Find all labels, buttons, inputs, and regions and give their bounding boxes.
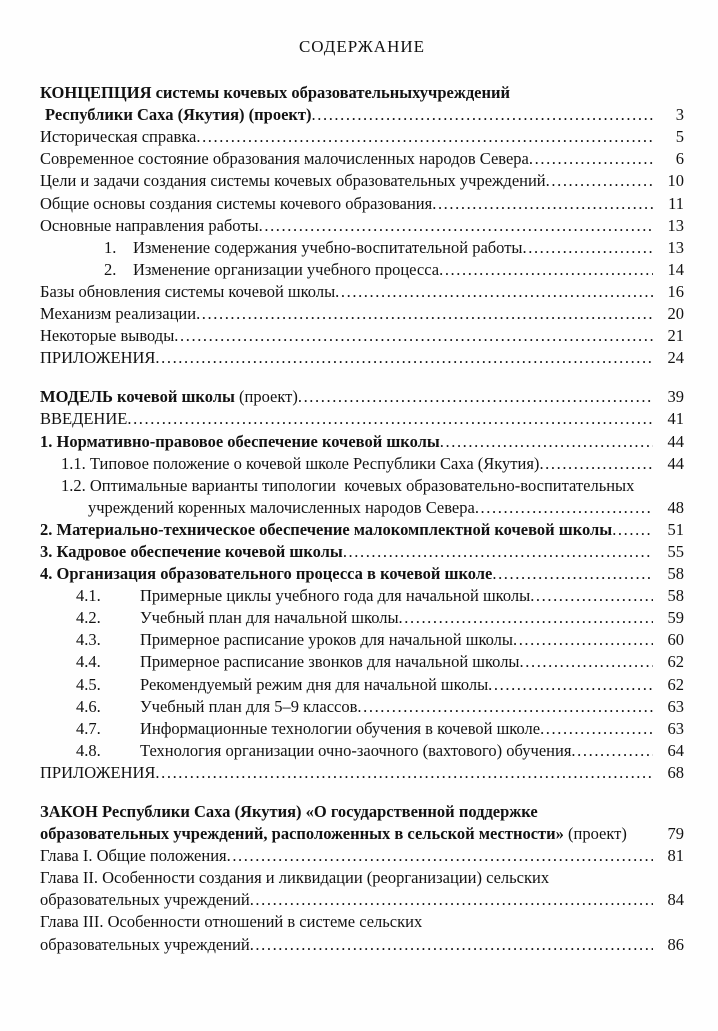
page-number: 81 <box>667 846 684 866</box>
dot-leader <box>298 386 653 408</box>
page-number: 5 <box>675 127 684 147</box>
toc-row <box>40 104 684 126</box>
toc-entry-number: 2. <box>104 259 117 279</box>
toc-row <box>40 801 684 823</box>
toc-entry-label <box>40 303 196 325</box>
toc-entry-text: Учебный план для 5–9 классов <box>140 696 358 716</box>
toc-row <box>40 934 684 956</box>
page-number: 44 <box>667 453 684 473</box>
page-number: 21 <box>667 326 684 346</box>
page-number: 63 <box>667 718 684 738</box>
page-number: 6 <box>675 149 684 169</box>
toc-row <box>40 519 684 541</box>
toc-entry-text: Изменение организации учебного процесса <box>133 259 440 279</box>
toc-entry-text-bold: 1. Нормативно-правовое обеспечение кочевой школы <box>40 431 440 451</box>
toc-entry-text: ВВЕДЕНИЕ <box>40 409 128 429</box>
toc-row <box>40 696 684 718</box>
dot-leader <box>155 347 653 369</box>
toc-entry-text: Изменение содержания учебно-воспитательной работы <box>133 237 523 257</box>
toc-entry-label <box>88 497 475 519</box>
toc-entry-label <box>40 193 432 215</box>
toc-entry-number: 4.1. <box>76 586 101 606</box>
dot-leader <box>488 674 653 696</box>
page-number: 58 <box>667 564 684 584</box>
toc-entry-number: 4.3. <box>76 630 101 650</box>
dot-leader <box>492 563 653 585</box>
table-of-contents <box>40 82 684 956</box>
toc-entry-label <box>76 740 571 762</box>
toc-entry-label <box>76 696 357 718</box>
toc-entry-text: Рекомендуемый режим дня для начальной школы <box>140 674 489 694</box>
toc-section-model <box>40 386 684 784</box>
toc-entry-label <box>76 718 540 740</box>
toc-entry-number: 4.5. <box>76 674 101 694</box>
toc-entry-label <box>40 148 529 170</box>
toc-entry-number: 4.8. <box>76 740 101 760</box>
toc-entry-label <box>40 867 549 889</box>
dot-leader <box>343 541 653 563</box>
toc-entry-label <box>40 281 335 303</box>
toc-entry-label <box>40 519 612 541</box>
page-number: 41 <box>667 409 684 429</box>
toc-entry-text-bold: 2. Материально-техническое обеспечение малокомплектной кочевой школы <box>40 519 613 539</box>
page-number: 63 <box>667 696 684 716</box>
page-number: 24 <box>667 348 684 368</box>
toc-row <box>40 259 684 281</box>
toc-entry-text: 1.1. Типовое положение о кочевой школе Республики Саха (Якутия) <box>61 453 540 473</box>
dot-leader <box>440 431 653 453</box>
page-number: 20 <box>667 304 684 324</box>
toc-row <box>40 431 684 453</box>
toc-entry-label <box>76 629 513 651</box>
dot-leader <box>529 148 653 170</box>
toc-row <box>40 193 684 215</box>
toc-entry-number: 4.7. <box>76 718 101 738</box>
toc-row <box>40 718 684 740</box>
page-number: 14 <box>667 259 684 279</box>
toc-entry-label <box>61 475 634 497</box>
toc-row <box>40 823 684 845</box>
toc-row <box>40 911 684 933</box>
toc-entry-text: Технология организации очно-заочного (вахтового) обучения <box>140 740 572 760</box>
dot-leader <box>546 170 653 192</box>
toc-entry-label <box>40 82 510 104</box>
dot-leader <box>475 497 653 519</box>
page-number: 16 <box>667 281 684 301</box>
toc-entry-label <box>104 237 523 259</box>
toc-entry-text: Глава II. Особенности создания и ликвидации (реорганизации) сельских <box>40 868 550 888</box>
toc-entry-label <box>40 325 174 347</box>
toc-row <box>40 325 684 347</box>
dot-leader <box>174 325 653 347</box>
toc-row <box>40 303 684 325</box>
toc-entry-text: Примерное расписание уроков для начальной школы <box>140 630 513 650</box>
dot-leader <box>259 215 653 237</box>
page-number: 3 <box>675 105 684 125</box>
page-title: СОДЕРЖАНИЕ <box>298 37 426 56</box>
dot-leader <box>312 104 653 126</box>
toc-entry-text-bold: Республики Саха (Якутия) (проект) <box>45 105 312 125</box>
toc-entry-text-bold: КОНЦЕПЦИЯ системы кочевых образовательныхучреждений <box>40 83 511 103</box>
toc-entry-text: Глава I. Общие положения <box>40 846 227 866</box>
dot-leader <box>439 259 653 281</box>
toc-entry-label <box>40 215 259 237</box>
toc-row <box>40 607 684 629</box>
dot-leader <box>540 718 653 740</box>
toc-entry-text: Учебный план для начальной школы <box>140 608 399 628</box>
toc-entry-label <box>40 801 538 823</box>
toc-row <box>40 170 684 192</box>
toc-row <box>40 867 684 889</box>
toc-entry-label <box>40 889 250 911</box>
toc-entry-text-bold: 4. Организация образовательного процесса в кочевой школе <box>40 564 493 584</box>
page-number: 62 <box>667 674 684 694</box>
dot-leader <box>196 126 653 148</box>
page-number: 59 <box>667 608 684 628</box>
toc-entry-label <box>104 259 439 281</box>
dot-leader <box>250 889 653 911</box>
toc-entry-text: Глава III. Особенности отношений в системе сельских <box>40 912 423 932</box>
toc-row <box>40 408 684 430</box>
toc-section-zakon <box>40 801 684 956</box>
toc-entry-text: Базы обновления системы кочевой школы <box>40 281 336 301</box>
toc-entry-text: Некоторые выводы <box>40 326 175 346</box>
dot-leader <box>227 845 653 867</box>
dot-leader <box>155 762 653 784</box>
toc-row <box>40 585 684 607</box>
dot-leader <box>612 519 653 541</box>
page-number: 44 <box>667 431 684 451</box>
toc-row <box>40 629 684 651</box>
toc-entry-label <box>40 347 155 369</box>
toc-row <box>40 148 684 170</box>
dot-leader <box>539 453 653 475</box>
toc-entry-text: Общие основы создания системы кочевого образования <box>40 193 433 213</box>
toc-row <box>40 82 684 104</box>
toc-entry-label <box>40 541 343 563</box>
dot-leader <box>196 303 653 325</box>
toc-row <box>40 126 684 148</box>
toc-entry-number: 4.6. <box>76 696 101 716</box>
dot-leader <box>250 934 653 956</box>
toc-entry-label <box>45 104 312 126</box>
toc-entry-label <box>40 845 227 867</box>
toc-row <box>40 674 684 696</box>
toc-entry-text: Информационные технологии обучения в кочевой школе <box>140 718 541 738</box>
toc-row <box>40 889 684 911</box>
toc-entry-label <box>40 408 127 430</box>
page-number: 86 <box>667 934 684 954</box>
dot-leader <box>513 629 653 651</box>
toc-entry-label <box>76 651 520 673</box>
toc-entry-text: (проект) <box>239 387 298 407</box>
toc-entry-label <box>40 762 155 784</box>
toc-entry-number: 1. <box>104 237 117 257</box>
dot-leader <box>127 408 653 430</box>
dot-leader <box>432 193 653 215</box>
toc-entry-label <box>40 563 492 585</box>
toc-entry-text: 1.2. Оптимальные варианты типологии кочевых образовательно-воспитательных <box>61 475 635 495</box>
page-number: 48 <box>667 497 684 517</box>
page-number: 10 <box>667 171 684 191</box>
toc-entry-text: Историческая справка <box>40 127 197 147</box>
page-number: 62 <box>667 652 684 672</box>
page-number: 51 <box>667 519 684 539</box>
toc-entry-text: образовательных учреждений <box>40 890 250 910</box>
toc-entry-label <box>76 607 399 629</box>
dot-leader <box>523 237 654 259</box>
toc-entry-text-bold: образовательных учреждений, расположенных в сельской местности» <box>40 824 569 844</box>
page-number: 79 <box>667 824 684 844</box>
toc-row <box>40 347 684 369</box>
toc-row <box>40 563 684 585</box>
toc-entry-label <box>40 934 250 956</box>
toc-entry-text: образовательных учреждений <box>40 934 250 954</box>
toc-entry-label <box>76 674 488 696</box>
toc-entry-text: Примерные циклы учебного года для начальной школы <box>140 586 531 606</box>
toc-row <box>40 281 684 303</box>
toc-row <box>40 237 684 259</box>
toc-row <box>40 453 684 475</box>
toc-entry-text: учреждений коренных малочисленных народов Севера <box>88 497 475 517</box>
toc-row <box>40 475 684 497</box>
toc-entry-number: 4.4. <box>76 652 101 672</box>
dot-leader <box>520 651 653 673</box>
toc-entry-number: 4.2. <box>76 608 101 628</box>
page-number: 84 <box>667 890 684 910</box>
dot-leader <box>530 585 653 607</box>
toc-entry-text: Механизм реализации <box>40 304 197 324</box>
page-number: 60 <box>667 630 684 650</box>
toc-entry-text: Примерное расписание звонков для начальной школы <box>140 652 520 672</box>
toc-entry-text: Цели и задачи создания системы кочевых образовательных учреждений <box>40 171 546 191</box>
toc-entry-text: ПРИЛОЖЕНИЯ <box>40 762 156 782</box>
page-number: 11 <box>668 193 684 213</box>
toc-entry-text: Современное состояние образования малочисленных народов Севера <box>40 149 529 169</box>
dot-leader <box>571 740 653 762</box>
toc-entry-label <box>40 386 298 408</box>
page-number: 64 <box>667 740 684 760</box>
toc-entry-label <box>40 911 422 933</box>
dot-leader <box>399 607 653 629</box>
toc-entry-text: (проект) <box>568 824 627 844</box>
toc-row <box>40 386 684 408</box>
toc-row <box>40 651 684 673</box>
page-number: 13 <box>667 215 684 235</box>
toc-entry-label <box>40 126 196 148</box>
toc-entry-text-bold: 3. Кадровое обеспечение кочевой школы <box>40 541 343 561</box>
dot-leader <box>335 281 653 303</box>
page-number: 68 <box>667 762 684 782</box>
page-number: 55 <box>667 541 684 561</box>
toc-entry-label <box>76 585 530 607</box>
toc-entry-label <box>40 170 546 192</box>
toc-row <box>40 845 684 867</box>
toc-entry-text-bold: МОДЕЛЬ кочевой школы <box>40 387 239 407</box>
toc-row <box>40 215 684 237</box>
toc-row <box>40 762 684 784</box>
page-number: 58 <box>667 586 684 606</box>
page-number: 39 <box>667 387 684 407</box>
toc-entry-text-bold: ЗАКОН Республики Саха (Якутия) «О государственной поддержке <box>40 802 538 821</box>
toc-row <box>40 497 684 519</box>
dot-leader <box>357 696 653 718</box>
toc-entry-label <box>40 431 440 453</box>
toc-entry-label <box>61 453 539 475</box>
page-number: 13 <box>667 237 684 257</box>
toc-section-kontseptsiya <box>40 82 684 369</box>
toc-entry-label <box>40 823 627 845</box>
toc-row <box>40 541 684 563</box>
toc-entry-text: Основные направления работы <box>40 215 259 235</box>
toc-row <box>40 740 684 762</box>
toc-entry-text: ПРИЛОЖЕНИЯ <box>40 348 156 368</box>
